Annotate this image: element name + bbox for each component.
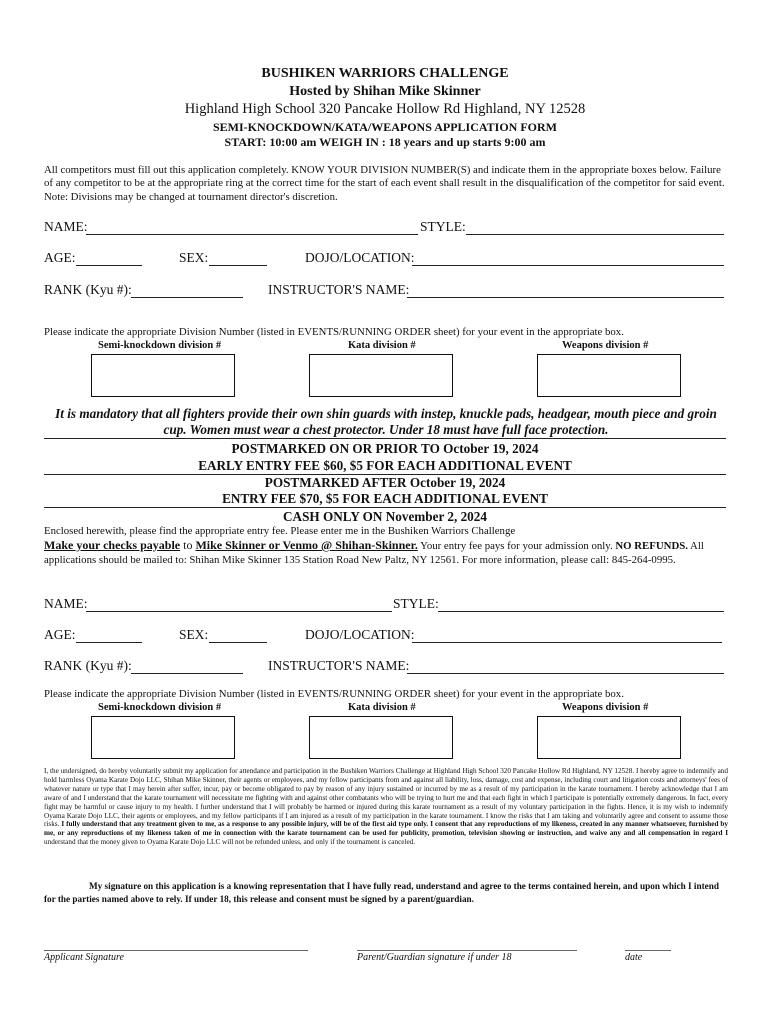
rank-label-2: RANK (Kyu #): xyxy=(44,658,132,673)
style-label: STYLE: xyxy=(420,219,466,234)
name-field-2[interactable] xyxy=(86,611,392,612)
name-field[interactable] xyxy=(86,234,418,235)
host-line: Hosted by Shihan Mike Skinner xyxy=(289,84,481,99)
instructor-field-2[interactable] xyxy=(407,673,724,674)
kata-division-label: Kata division # xyxy=(348,340,416,351)
name-label-2: NAME: xyxy=(44,596,88,611)
parent-signature-label: Parent/Guardian signature if under 18 xyxy=(357,952,512,963)
early-deadline: POSTMARKED ON OR PRIOR TO October 19, 2024 xyxy=(231,441,539,456)
date-label: date xyxy=(625,952,643,963)
admission-note: Your entry fee pays for your admission only. xyxy=(417,540,616,552)
kata-division-box-2[interactable] xyxy=(309,716,453,759)
rank-field[interactable] xyxy=(131,297,243,298)
weapons-division-box[interactable] xyxy=(537,354,681,397)
age-field-2[interactable] xyxy=(76,642,142,643)
division-instruction: Please indicate the appropriate Division Number (listed in EVENTS/RUNNING ORDER sheet) for your event in the appropriate box. xyxy=(44,326,624,338)
style-field[interactable] xyxy=(466,234,724,235)
signature-statement: My signature on this application is a knowing representation that I have fully read, understand and agree to the terms contained herein, and upon which I intend for the parties named above to rely. If under 18, this release and consent must be signed by a parent/guardian. xyxy=(44,881,719,904)
kata-division-box[interactable] xyxy=(309,354,453,397)
payment-instructions xyxy=(44,539,728,567)
style-field-2[interactable] xyxy=(438,611,724,612)
division-instruction-2: Please indicate the appropriate Division Number (listed in EVENTS/RUNNING ORDER sheet) for your event in the appropriate box. xyxy=(44,688,624,700)
dojo-field[interactable] xyxy=(412,265,724,266)
late-deadline: POSTMARKED AFTER October 19, 2024 xyxy=(264,475,506,490)
instructor-label-2: INSTRUCTOR'S NAME: xyxy=(268,658,410,673)
rank-field-2[interactable] xyxy=(131,673,243,674)
semi-division-box[interactable] xyxy=(91,354,235,397)
sex-field[interactable] xyxy=(209,265,267,266)
no-refunds: NO REFUNDS. xyxy=(615,540,688,552)
dojo-label-2: DOJO/LOCATION: xyxy=(305,627,415,642)
checks-to: to xyxy=(180,538,196,552)
waiver-text xyxy=(44,767,728,847)
sex-label: SEX: xyxy=(179,250,209,265)
applicant-signature-line[interactable] xyxy=(44,950,308,951)
parent-signature-line[interactable] xyxy=(357,950,577,951)
form-title: BUSHIKEN WARRIORS CHALLENGE xyxy=(261,66,509,81)
waiver-refund: understand that the money given to Oyama Karate Dojo LLC will not be refunded unless, and only if the tournament is canceled. xyxy=(44,838,416,847)
sex-label-2: SEX: xyxy=(179,627,209,642)
instructor-label: INSTRUCTOR'S NAME: xyxy=(268,282,410,297)
divider-bottom xyxy=(44,507,726,508)
date-line[interactable] xyxy=(625,950,671,951)
age-label-2: AGE: xyxy=(44,627,76,642)
rank-label: RANK (Kyu #): xyxy=(44,282,132,297)
early-fee: EARLY ENTRY FEE $60, $5 FOR EACH ADDITIONAL EVENT xyxy=(198,458,572,473)
weapons-division-label: Weapons division # xyxy=(562,340,649,351)
form-type: SEMI-KNOCKDOWN/KATA/WEAPONS APPLICATION FORM xyxy=(212,120,557,134)
enclosed-text: Enclosed herewith, please find the appropriate entry fee. Please enter me in the Bushiken Warriors Challenge xyxy=(44,525,516,537)
style-label-2: STYLE: xyxy=(393,596,439,611)
applicant-signature-label: Applicant Signature xyxy=(44,952,124,963)
dojo-field-2[interactable] xyxy=(412,642,722,643)
divider-top xyxy=(44,438,726,439)
sex-field-2[interactable] xyxy=(209,642,267,643)
late-fee: ENTRY FEE $70, $5 FOR EACH ADDITIONAL EVENT xyxy=(222,491,548,506)
mailing-info: All applications should be mailed to: Shihan Mike Skinner 135 Station Road New Paltz, NY 12561. For more information, please call: 845-264-0995. xyxy=(44,540,704,566)
intro-text: All competitors must fill out this application completely. KNOW YOUR DIVISION NUMBER(S) and indicate them in the appropriate boxes below. Failure of any competitor to be at the appropriate ring at the correct time for the start of each event shall result in the disqualification of the competitor for said event. Note: Divisions may be changed at tournament director's discretion. xyxy=(44,164,725,203)
semi-division-label: Semi-knockdown division # xyxy=(98,340,222,351)
weapons-division-box-2[interactable] xyxy=(537,716,681,759)
age-field[interactable] xyxy=(76,265,142,266)
name-label: NAME: xyxy=(44,219,88,234)
mandatory-notice: It is mandatory that all fighters provide their own shin guards with instep, knuckle pads, headgear, mouth piece and groin cup. Women must wear a chest protector. Under 18 must have full face protection. xyxy=(55,406,717,437)
kata-division-label-2: Kata division # xyxy=(348,702,416,713)
checks-payable-label: Make your checks payable xyxy=(44,538,181,552)
venue-line: Highland High School 320 Pancake Hollow Rd Highland, NY 12528 xyxy=(184,101,586,117)
waiver-body: I, the undersigned, do hereby voluntarily submit my application for attendance and participation in the Bushiken Warriors Challenge at Highland High School 320 Pancake Hollow Rd Highland, NY 12528. I hereby agree to indemnify and hold harmless Oyama Karate Dojo LLC, Shihan Mike Skinner, their agents or employees, and my fellow participants from and against all liability, loss, damage, cost and expense, including court and litigation costs and attorneys' fees of whatever nature or type that I may herein after suffer, incur, pay or become obligated to pay by reason of any injury sustained or incurred by me as a result of my participation in the karate tournament. I hereby acknowledge that I am aware of and I understand that the karate tournament will necessitate me fighting with and against other combatants who will be trying to hurt me and that each fight in which I participate is potentially extremely dangerous. In fact, every fight may be harmful or cause injury to my health. I further understand that I will probably be harmed or injured during this karate tournament as a result of my voluntary participation in the fights. Hence, it is my wish to indemnify Oyama Karate Dojo LLC, their agents or employees, and my fellow participants if I am injured as a result of my participation in the karate tournament. I know the risks that I am taking and voluntarily agree and consent to assume those risks. xyxy=(44,767,728,829)
weapons-division-label-2: Weapons division # xyxy=(562,702,649,713)
checks-payee: Mike Skinner or Venmo @ Shihan-Skinner. xyxy=(195,538,418,552)
semi-division-box-2[interactable] xyxy=(91,716,235,759)
start-times: START: 10:00 am WEIGH IN : 18 years and up starts 9:00 am xyxy=(224,135,546,149)
cash-only-notice: CASH ONLY ON November 2, 2024 xyxy=(283,509,487,524)
semi-division-label-2: Semi-knockdown division # xyxy=(98,702,222,713)
instructor-field[interactable] xyxy=(407,297,724,298)
waiver-consent: I fully understand that any treatment given to me, as a response to any possible injury, will be of the first aid type only. I consent that any reproductions of my likeness, created in any manner whatsoever, furnished by me, or any reproductions of my likeness taken of me in connection with the karate tournament can be used for publicity, promotion, television showing or instruction, and waive any and all compensation in regard I xyxy=(44,820,728,838)
dojo-label: DOJO/LOCATION: xyxy=(305,250,415,265)
age-label: AGE: xyxy=(44,250,76,265)
